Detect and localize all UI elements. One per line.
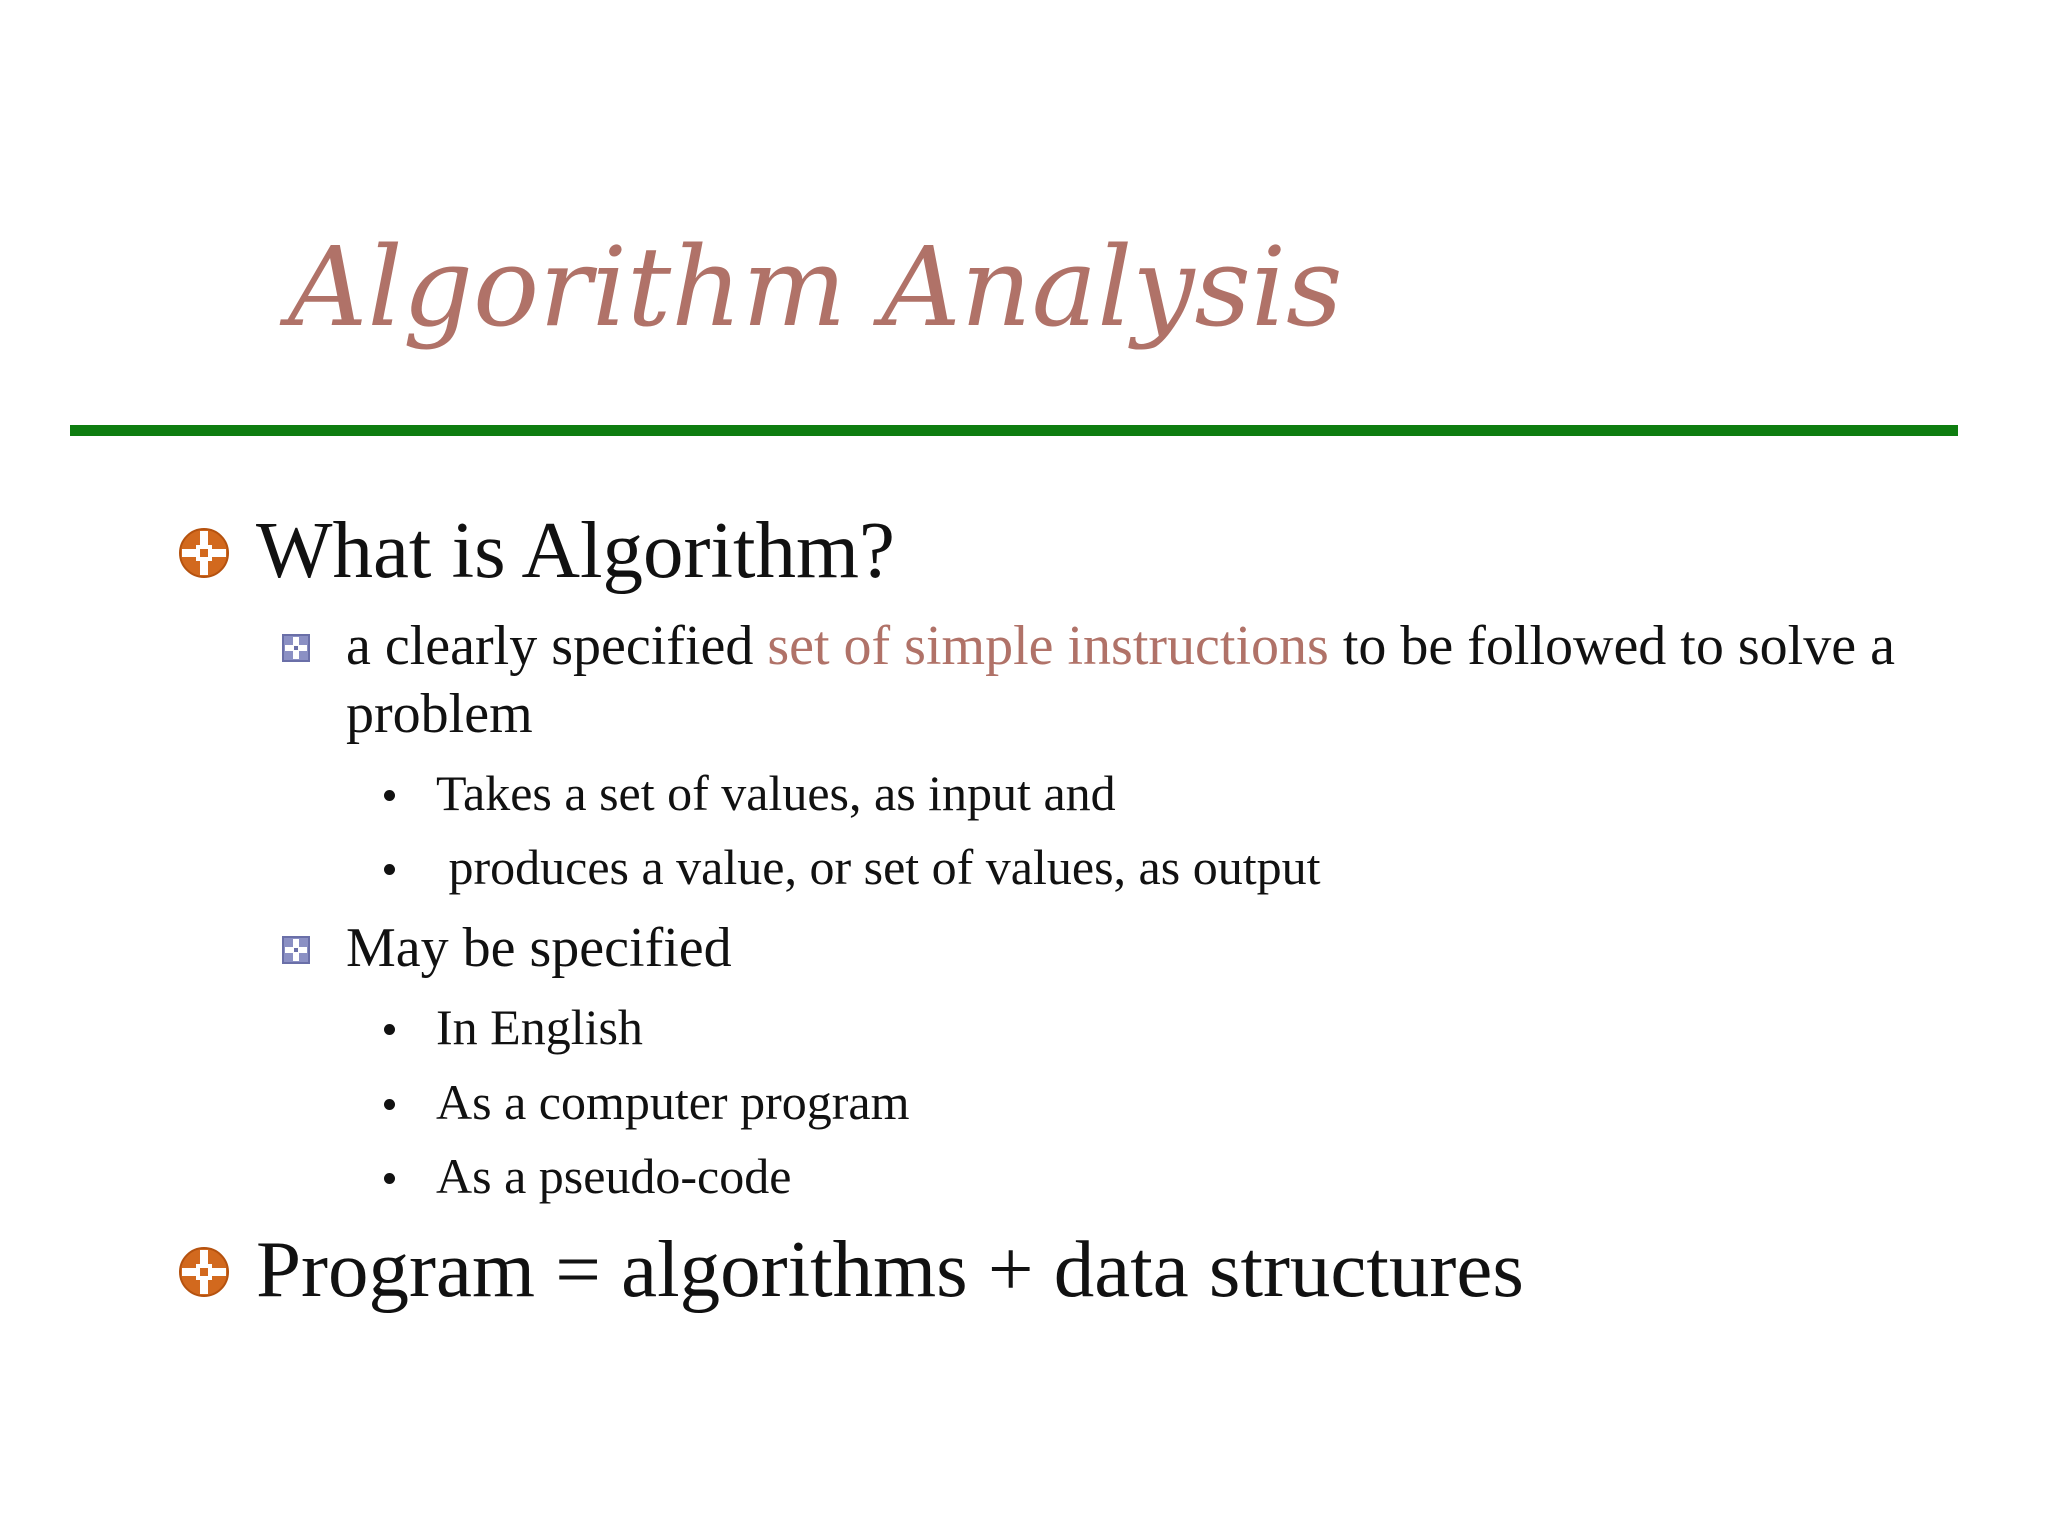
list-item-text: In English [436, 999, 643, 1055]
bullet-text: Program = algorithms + data structures [256, 1224, 1524, 1314]
sub-bullet-text: May be specified [346, 917, 732, 979]
list-item-text: Takes a set of values, as input and [436, 765, 1116, 821]
definition-highlight: set of simple instructions [767, 615, 1329, 677]
list-item-text: produces a value, or set of values, as output [436, 839, 1321, 895]
list-item-text: As a computer program [436, 1074, 910, 1130]
title-divider [70, 425, 1958, 436]
bullet-dot [384, 1024, 395, 1035]
orange-cross-circle-icon [178, 527, 230, 579]
square-cross-icon [282, 634, 310, 662]
bullet-text: What is Algorithm? [256, 505, 895, 595]
square-cross-icon [282, 936, 310, 964]
sub-bullet-text [346, 612, 1916, 748]
bullet-dot [384, 1099, 395, 1110]
definition-text-start: a clearly specified [346, 615, 768, 677]
bullet-dot [384, 1173, 395, 1184]
definition-text-end: to be followed to solve a problem [346, 615, 1895, 745]
bullet-dot [384, 864, 395, 875]
orange-cross-circle-icon [178, 1246, 230, 1298]
slide-title: Algorithm Analysis [288, 223, 1343, 351]
list-item-text: As a pseudo-code [436, 1148, 792, 1204]
bullet-dot [384, 790, 395, 801]
